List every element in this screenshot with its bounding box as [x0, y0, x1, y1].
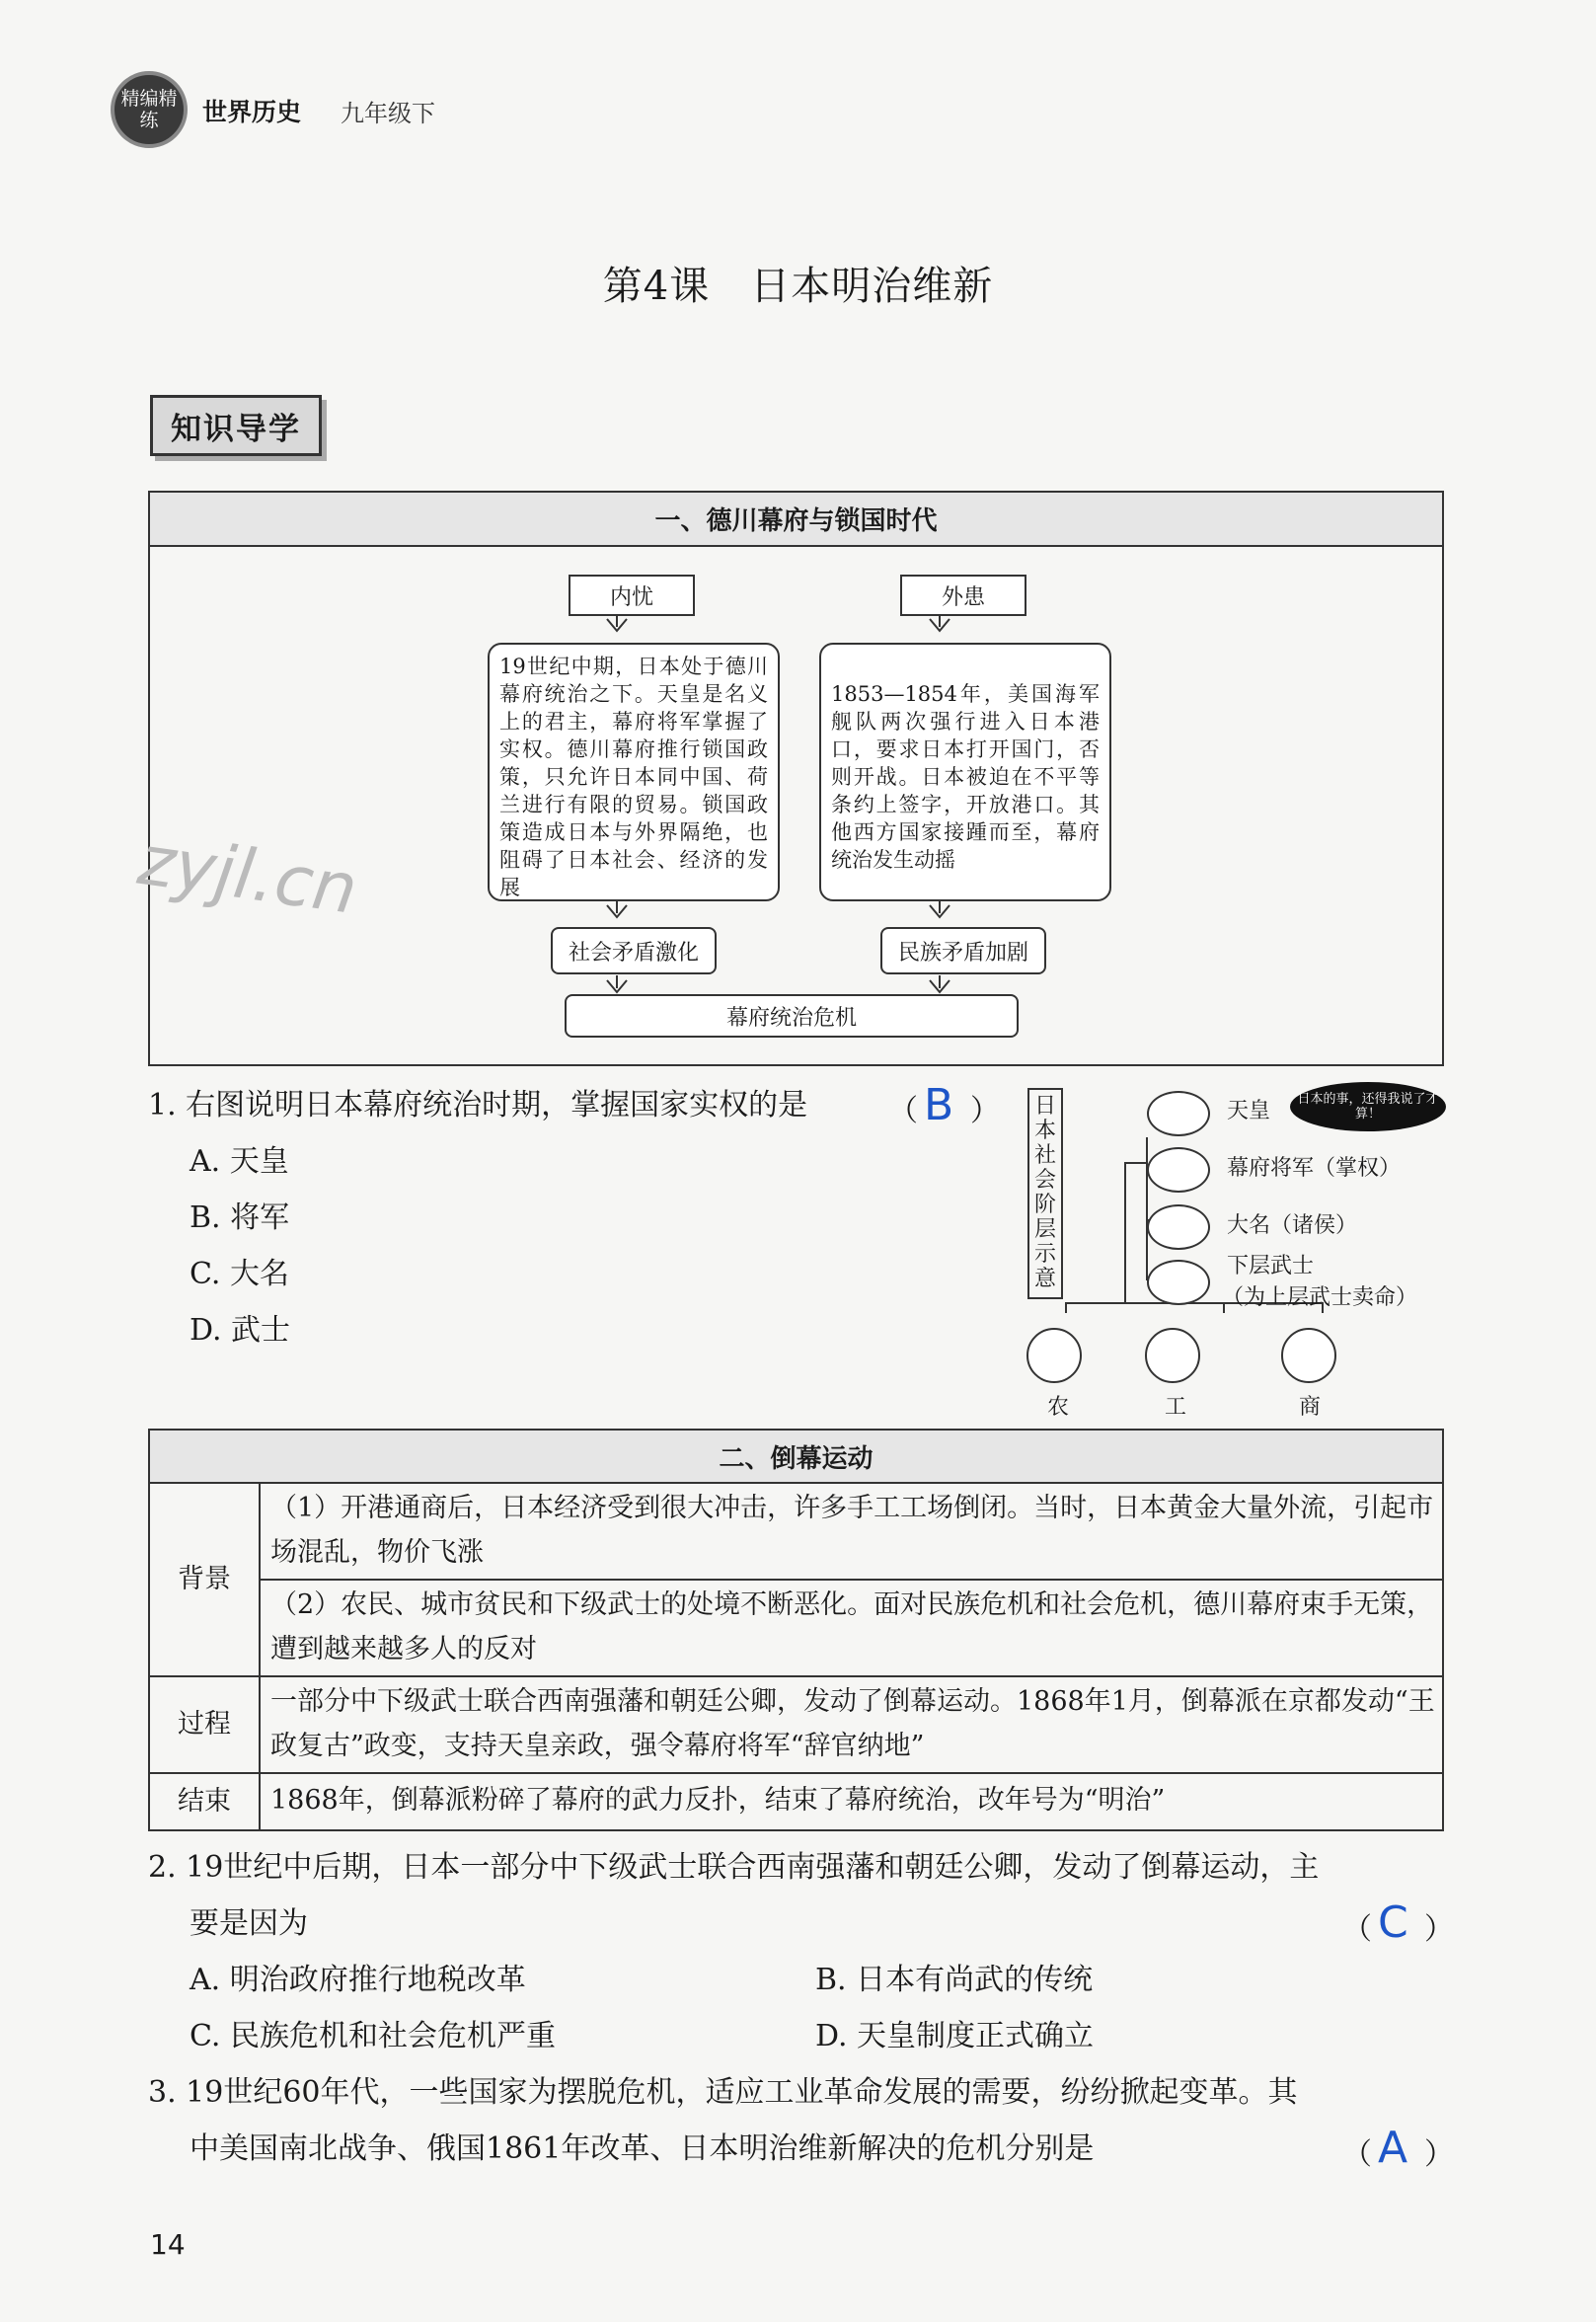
- section2-title: 二、倒幕运动: [150, 1431, 1442, 1484]
- table-divider-3: [150, 1772, 1442, 1774]
- process-item: 一部分中下级武士联合西南强藩和朝廷公卿，发动了倒幕运动。1868年1月，倒幕派在京都发动“王政复古”政变，支持天皇亲政，强令幕府将军“辞官纳地”: [270, 1686, 1435, 1761]
- table-divider-1: [259, 1579, 1442, 1581]
- shogun-figure: [1147, 1147, 1210, 1193]
- lesson-title: 第4课 日本明治维新: [602, 264, 994, 309]
- internal-trouble-box: 内忧: [569, 575, 695, 616]
- q2-option-a: A. 明治政府推行地税改革: [190, 1963, 526, 1997]
- rank-daimyo: 大名（诸侯）: [1227, 1213, 1358, 1238]
- series-logo: 精编精练: [111, 71, 188, 148]
- row-label-process: 过程: [178, 1708, 231, 1740]
- merchant-figure: [1281, 1328, 1336, 1383]
- rank-samurai-note: （为上层武士卖命）: [1222, 1285, 1418, 1310]
- external-description: 1853—1854年，美国海军舰队两次强行进入日本港口，要求日本打开国门，否则开战。日本被迫在不平等条约上签字，开放港口。其他西方国家接踵而至，幕府统治发生动摇: [819, 643, 1111, 901]
- q2-option-b: B. 日本有尚武的传统: [815, 1963, 1094, 1997]
- q3-stem-line2: 中美国南北战争、俄国1861年改革、日本明治维新解决的危机分别是: [190, 2131, 1095, 2166]
- samurai-figure: [1147, 1260, 1210, 1305]
- social-conflict-box: 社会矛盾激化: [551, 927, 717, 974]
- row-label-end: 结束: [178, 1785, 231, 1817]
- end-item: 1868年，倒幕派粉碎了幕府的武力反扑，结束了幕府统治，改年号为“明治”: [270, 1785, 1166, 1816]
- q1-paren-open: （: [888, 1094, 918, 1128]
- emperor-speech-bubble: 日本的事，还得我说了才算！: [1290, 1082, 1446, 1131]
- watermark: zyjl.cn: [133, 818, 362, 931]
- q1-paren-close: ）: [970, 1094, 1000, 1128]
- q2-option-d: D. 天皇制度正式确立: [815, 2019, 1095, 2053]
- artisan-figure: [1145, 1328, 1200, 1383]
- row-label-background: 背景: [178, 1563, 231, 1594]
- q1-stem: 1. 右图说明日本幕府统治时期，掌握国家实权的是: [148, 1088, 808, 1122]
- q2-answer: C: [1378, 1897, 1408, 1948]
- internal-description: 19世纪中期，日本处于德川幕府统治之下。天皇是名义上的君主，幕府将军掌握了实权。德川幕府推行锁国政策，只允许日本同中国、荷兰进行有限的贸易。锁国政策造成日本与外界隔绝，也阻碍了日本社会、经济的发展: [488, 643, 780, 901]
- external-threat-box: 外患: [900, 575, 1026, 616]
- background-item-2: （2）农民、城市贫民和下级武士的处境不断恶化。面对民族危机和社会危机，德川幕府束手无策，遭到越来越多人的反对: [270, 1589, 1434, 1664]
- q1-answer: B: [924, 1080, 954, 1130]
- tokugawa-section-box: [148, 491, 1444, 1066]
- commoner-merchant: 商: [1299, 1395, 1322, 1420]
- national-conflict-box: 民族矛盾加剧: [880, 927, 1046, 974]
- daimyo-figure: [1147, 1204, 1210, 1250]
- q2-option-c: C. 民族危机和社会危机严重: [190, 2019, 556, 2053]
- section-tag: 知识导学: [150, 395, 322, 456]
- flow-arrows: [150, 493, 1442, 1064]
- q3-paren-close: ）: [1424, 2137, 1454, 2172]
- commoner-artisan: 工: [1165, 1395, 1187, 1420]
- farmer-figure: [1026, 1328, 1082, 1383]
- overthrow-shogunate-table: [148, 1429, 1444, 1831]
- q2-paren-close: ）: [1424, 1912, 1454, 1947]
- rank-samurai: 下层武士: [1227, 1254, 1315, 1278]
- q1-option-a: A. 天皇: [190, 1144, 289, 1179]
- background-item-1: （1）开港通商后，日本经济受到很大冲击，许多手工工场倒闭。当时，日本黄金大量外流，引起市场混乱，物价飞涨: [270, 1493, 1434, 1568]
- section1-title: 一、德川幕府与锁国时代: [150, 493, 1442, 547]
- table-divider-2: [150, 1675, 1442, 1677]
- page-number: 14: [150, 2228, 186, 2261]
- q1-option-d: D. 武士: [190, 1313, 291, 1348]
- hierarchy-vertical-label: 日本社会阶层示意: [1027, 1088, 1063, 1299]
- q2-paren-open: （: [1342, 1912, 1372, 1947]
- grade-label: 九年级下: [341, 100, 435, 127]
- commoner-farmer: 农: [1047, 1395, 1070, 1420]
- q3-paren-open: （: [1342, 2137, 1372, 2172]
- rank-emperor: 天皇: [1227, 1099, 1271, 1123]
- shogunate-crisis-box: 幕府统治危机: [565, 994, 1019, 1038]
- q2-stem-line1: 2. 19世纪中后期，日本一部分中下级武士联合西南强藩和朝廷公卿，发动了倒幕运动，主: [148, 1850, 1320, 1885]
- emperor-figure: [1147, 1091, 1210, 1136]
- q3-answer: A: [1378, 2123, 1408, 2173]
- subject-title: 世界历史: [202, 98, 302, 126]
- q3-stem-line1: 3. 19世纪60年代，一些国家为摆脱危机，适应工业革命发展的需要，纷纷掀起变革。其: [148, 2075, 1298, 2110]
- q1-option-b: B. 将军: [190, 1200, 290, 1235]
- rank-shogun: 幕府将军（掌权）: [1227, 1156, 1402, 1181]
- table-divider-vertical: [259, 1482, 261, 1829]
- q1-option-c: C. 大名: [190, 1257, 289, 1291]
- q2-stem-line2: 要是因为: [190, 1906, 308, 1941]
